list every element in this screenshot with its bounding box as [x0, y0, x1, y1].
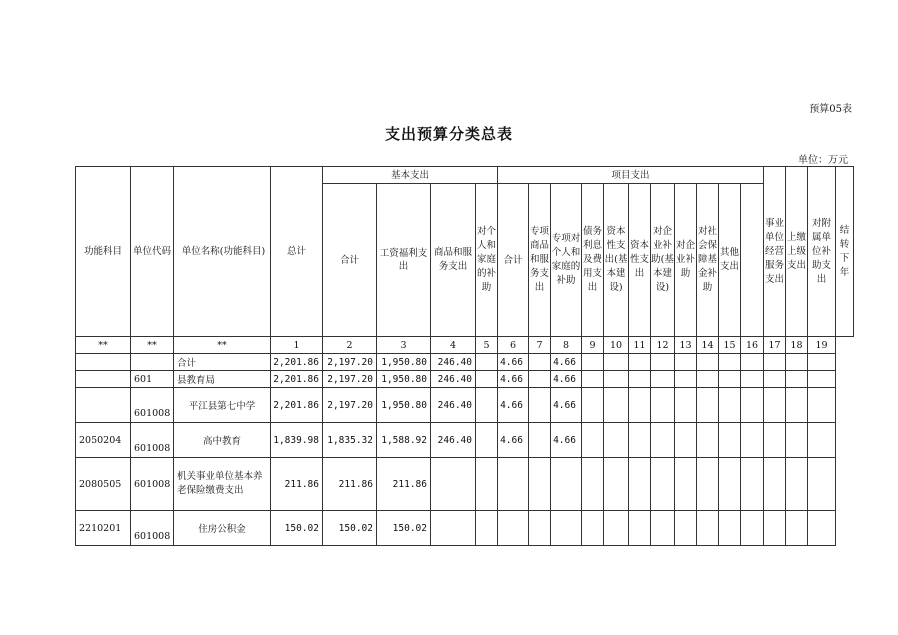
project-total-cell: 4.66: [498, 354, 529, 371]
wages-cell: 1,950.80: [377, 354, 431, 371]
project-total-cell: 4.66: [498, 371, 529, 388]
wages-cell: 211.86: [377, 458, 431, 511]
index-cell: 16: [741, 337, 764, 354]
unit-code-cell: 601008: [131, 388, 174, 423]
col-unit-name: 单位名称(功能科目): [174, 167, 271, 337]
func-code-cell: [76, 354, 131, 371]
unit-code-cell: 601: [131, 371, 174, 388]
unit-name-cell: 县教育局: [174, 371, 271, 388]
project-personal-cell: 4.66: [551, 388, 582, 423]
index-cell: 15: [719, 337, 741, 354]
unit-code-cell: 601008: [131, 423, 174, 458]
func-code-cell: [76, 388, 131, 423]
index-cell: **: [131, 337, 174, 354]
project-total-cell: 4.66: [498, 423, 529, 458]
index-cell: 12: [651, 337, 675, 354]
index-cell: 1: [271, 337, 323, 354]
goods-cell: 246.40: [431, 423, 476, 458]
basic-total-cell: 2,197.20: [323, 371, 377, 388]
project-total-cell: 4.66: [498, 388, 529, 423]
project-personal-cell: [551, 458, 582, 511]
func-code-cell: 2210201: [76, 511, 131, 546]
index-cell: 19: [808, 337, 836, 354]
col-wages: 工资福利支出: [377, 184, 431, 337]
index-cell: 5: [476, 337, 498, 354]
goods-cell: [431, 511, 476, 546]
unit-name-cell: 平江县第七中学: [174, 388, 271, 423]
col-enterprise-basic: 对企业补助(基本建设): [651, 184, 675, 337]
project-personal-cell: [551, 511, 582, 546]
table-row: [76, 388, 854, 423]
index-cell: 8: [551, 337, 582, 354]
col-debt-interest: 债务利息及费用支出: [582, 184, 604, 337]
budget-table: [75, 166, 854, 546]
col-social-security: 对社会保障基金补助: [697, 184, 719, 337]
col-carryover: 结转下年: [836, 167, 854, 337]
func-code-cell: 2080505: [76, 458, 131, 511]
unit-name-cell: 住房公积金: [174, 511, 271, 546]
index-cell: 10: [604, 337, 629, 354]
project-total-cell: [498, 511, 529, 546]
unit-name-cell: 高中教育: [174, 423, 271, 458]
basic-total-cell: 2,197.20: [323, 354, 377, 371]
index-cell: 7: [529, 337, 551, 354]
basic-total-cell: 150.02: [323, 511, 377, 546]
total-cell: 1,839.98: [271, 423, 323, 458]
group-basic-expenditure: 基本支出: [323, 167, 498, 184]
project-personal-cell: 4.66: [551, 354, 582, 371]
project-total-cell: [498, 458, 529, 511]
col-business-ops: 事业单位经营服务支出: [764, 167, 786, 337]
basic-total-cell: 2,197.20: [323, 388, 377, 423]
unit-code-cell: [131, 354, 174, 371]
col-affiliate-subsidy: 对附属单位补助支出: [808, 167, 836, 337]
col-project-goods: 专项商品和服务支出: [529, 184, 551, 337]
col-capital-basic: 资本性支出(基本建设): [604, 184, 629, 337]
index-cell: 14: [697, 337, 719, 354]
index-cell: 13: [675, 337, 697, 354]
col-goods-services: 商品和服务支出: [431, 184, 476, 337]
table-row: [76, 458, 854, 511]
col-upper-payment: 上缴上级支出: [786, 167, 808, 337]
index-cell: 9: [582, 337, 604, 354]
col-project-personal: 专项对个人和家庭的补助: [551, 184, 582, 337]
index-cell: 6: [498, 337, 529, 354]
total-cell: 150.02: [271, 511, 323, 546]
col-total: 总计: [271, 167, 323, 337]
wages-cell: 1,950.80: [377, 371, 431, 388]
total-cell: 2,201.86: [271, 354, 323, 371]
col-basic-total: 合计: [323, 184, 377, 337]
project-personal-cell: 4.66: [551, 423, 582, 458]
unit-name-cell: 合计: [174, 354, 271, 371]
unit-label: 单位：万元: [798, 155, 848, 166]
index-cell: 17: [764, 337, 786, 354]
index-cell: 4: [431, 337, 476, 354]
group-project-expenditure: 项目支出: [498, 167, 764, 184]
func-code-cell: 2050204: [76, 423, 131, 458]
func-code-cell: [76, 371, 131, 388]
page-title: 支出预算分类总表: [384, 125, 513, 143]
total-cell: 2,201.86: [271, 371, 323, 388]
unit-code-cell: 601008: [131, 458, 174, 511]
col-capital-out: 资本性支出: [629, 184, 651, 337]
col-func-subject: 功能科目: [76, 167, 131, 337]
col-personal-subsidy: 对个人和家庭的补助: [476, 184, 498, 337]
col-other: 其他支出: [719, 184, 741, 337]
wages-cell: 1,588.92: [377, 423, 431, 458]
table-row: [76, 511, 854, 546]
index-cell: **: [174, 337, 271, 354]
table-row: [76, 354, 854, 371]
goods-cell: [431, 458, 476, 511]
project-personal-cell: 4.66: [551, 371, 582, 388]
table-row: [76, 423, 854, 458]
index-cell: **: [76, 337, 131, 354]
goods-cell: 246.40: [431, 354, 476, 371]
index-cell: 11: [629, 337, 651, 354]
index-cell: 3: [377, 337, 431, 354]
total-cell: 2,201.86: [271, 388, 323, 423]
unit-code-cell: 601008: [131, 511, 174, 546]
wages-cell: 1,950.80: [377, 388, 431, 423]
basic-total-cell: 211.86: [323, 458, 377, 511]
index-cell: 2: [323, 337, 377, 354]
goods-cell: 246.40: [431, 388, 476, 423]
goods-cell: 246.40: [431, 371, 476, 388]
total-cell: 211.86: [271, 458, 323, 511]
col-enterprise: 对企业补助: [675, 184, 697, 337]
index-cell: 18: [786, 337, 808, 354]
form-code: 预算05表: [809, 104, 852, 115]
col-project-total: 合计: [498, 184, 529, 337]
basic-total-cell: 1,835.32: [323, 423, 377, 458]
table-row: [76, 371, 854, 388]
col-unit-code: 单位代码: [131, 167, 174, 337]
wages-cell: 150.02: [377, 511, 431, 546]
unit-name-cell: 机关事业单位基本养老保险缴费支出: [174, 458, 271, 511]
